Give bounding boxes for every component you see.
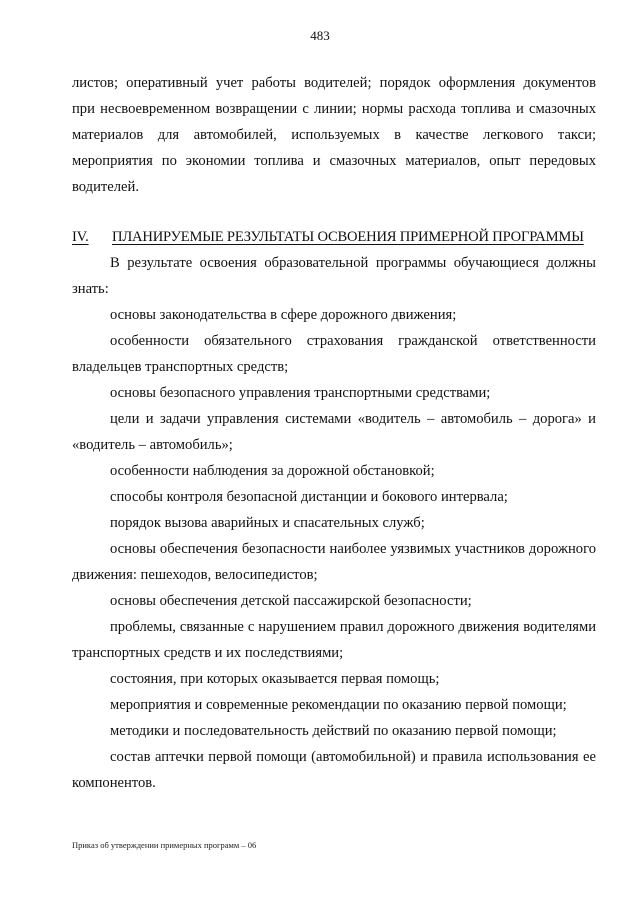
list-item: [72, 692, 596, 718]
lead-line: знать:: [72, 281, 109, 297]
list-item-line: проблемы, связанные с нарушением правил дорожного движения водителями: [110, 619, 596, 635]
section-title: ПЛАНИРУЕМЫЕ РЕЗУЛЬТАТЫ ОСВОЕНИЯ ПРИМЕРНОЙ ПРОГРАММЫ: [112, 229, 584, 245]
list-item-line: основы обеспечения безопасности наиболее уязвимых участников дорожного: [110, 541, 596, 557]
list-item-line: основы безопасного управления транспортными средствами;: [110, 385, 491, 401]
list-item-line: порядок вызова аварийных и спасательных служб;: [110, 515, 425, 531]
footer-note: Приказ об утверждении примерных программ – 06: [72, 840, 257, 850]
list-item: [72, 302, 596, 328]
section-number: IV.: [72, 229, 89, 245]
page-number: 483: [310, 28, 330, 43]
list-item: [72, 718, 596, 744]
list-item-line: методики и последовательность действий по оказанию первой помощи;: [110, 723, 557, 739]
intro-line: мероприятия по экономии топлива и смазочных материалов, опыт передовых: [72, 153, 596, 169]
intro-line: при несвоевременном возвращении с линии; нормы расхода топлива и смазочных: [72, 101, 596, 117]
list-item-line: компонентов.: [72, 775, 156, 791]
list-item-line: «водитель – автомобиль»;: [72, 437, 233, 453]
list-item-line: цели и задачи управления системами «водитель – автомобиль – дорога» и: [110, 411, 596, 427]
list-item-line: владельцев транспортных средств;: [72, 359, 289, 375]
list-item-line: состав аптечки первой помощи (автомобильной) и правила использования ее: [110, 749, 596, 765]
list-item-line: транспортных средств и их последствиями;: [72, 645, 344, 661]
intro-line: водителей.: [72, 179, 139, 195]
list-item-line: особенности наблюдения за дорожной обстановкой;: [110, 463, 435, 479]
lead-paragraph: [72, 250, 596, 302]
list-item-line: движения: пешеходов, велосипедистов;: [72, 567, 318, 583]
lead-line: В результате освоения образовательной программы обучающиеся должны: [110, 255, 596, 271]
intro-line: материалов для автомобилей, используемых в качестве легкового такси;: [72, 127, 596, 143]
list-item-line: способы контроля безопасной дистанции и бокового интервала;: [110, 489, 508, 505]
list-item-line: состояния, при которых оказывается первая помощь;: [110, 671, 440, 687]
list-item: [72, 458, 596, 484]
list-item: [72, 614, 596, 666]
knowledge-list: [72, 302, 596, 796]
list-item: [72, 536, 596, 588]
list-item-line: особенности обязательного страхования гражданской ответственности: [110, 333, 596, 349]
list-item: [72, 744, 596, 796]
list-item: [72, 588, 596, 614]
list-item: [72, 406, 596, 458]
list-item: [72, 380, 596, 406]
document-body: [72, 70, 596, 796]
intro-line: листов; оперативный учет работы водителей; порядок оформления документов: [72, 75, 596, 91]
list-item-line: основы законодательства в сфере дорожного движения;: [110, 307, 457, 323]
intro-paragraph: [72, 70, 596, 200]
list-item-line: основы обеспечения детской пассажирской безопасности;: [110, 593, 472, 609]
section-heading: [72, 224, 596, 250]
list-item-line: мероприятия и современные рекомендации по оказанию первой помощи;: [110, 697, 567, 713]
list-item: [72, 666, 596, 692]
list-item: [72, 510, 596, 536]
list-item: [72, 328, 596, 380]
list-item: [72, 484, 596, 510]
